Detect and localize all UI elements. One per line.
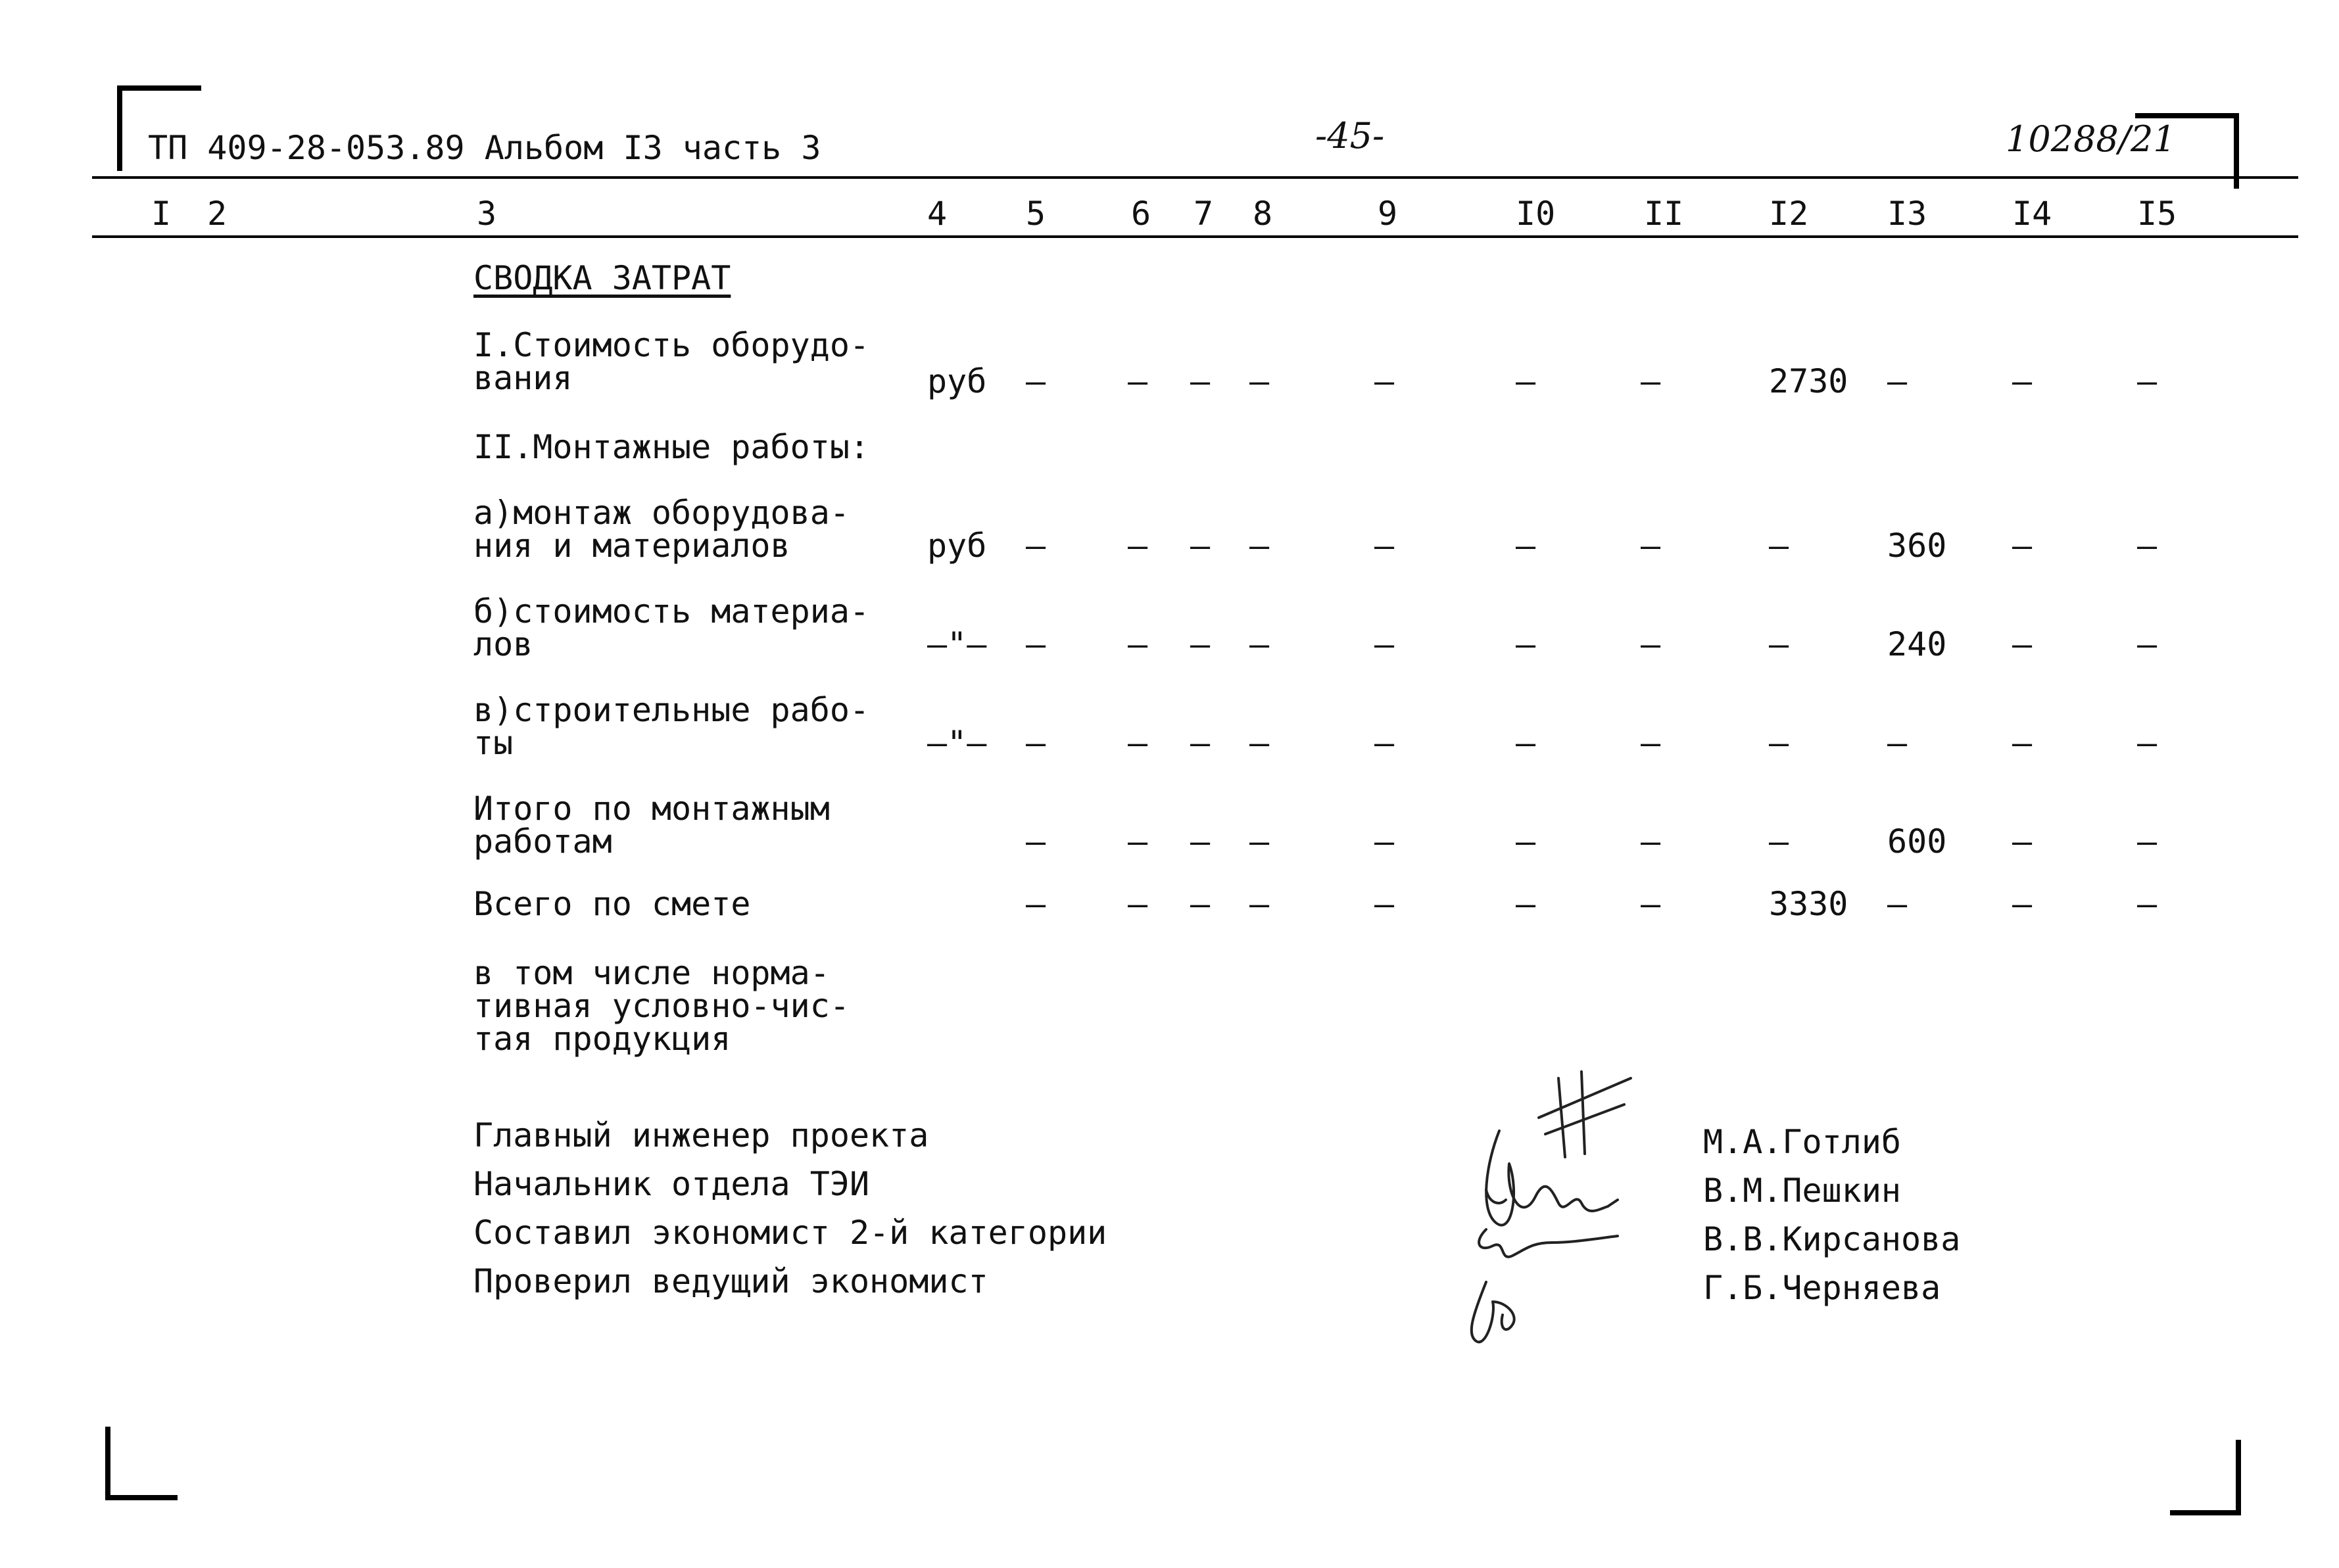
cell-c8: – — [1249, 362, 1270, 400]
cell-c10: – — [1516, 527, 1536, 565]
cell-c10: – — [1516, 885, 1536, 923]
cell-c13: – — [1887, 885, 1908, 923]
cell-c7: – — [1190, 822, 1211, 861]
cell-c15: – — [2137, 527, 2158, 565]
cell-c15: – — [2137, 885, 2158, 923]
cell-c6: – — [1128, 625, 1148, 663]
cell-c12: – — [1769, 822, 1789, 861]
column-number: I — [151, 195, 172, 233]
signatory-role: Начальник отдела ТЭИ — [473, 1165, 870, 1203]
cell-c7: – — [1190, 527, 1211, 565]
cell-c13: 600 — [1887, 822, 1947, 861]
corner-bottom-left-h — [105, 1495, 178, 1500]
row-label: а)монтаж оборудова- ния и материалов — [473, 494, 850, 565]
column-number: 3 — [477, 195, 497, 233]
cell-c10: – — [1516, 625, 1536, 663]
corner-bottom-right-v — [2236, 1440, 2241, 1515]
cell-c12: 2730 — [1769, 362, 1848, 400]
cell-c14: – — [2012, 724, 2033, 762]
cell-c6: – — [1128, 822, 1148, 861]
cell-c14: – — [2012, 885, 2033, 923]
signatory-role: Главный инженер проекта — [473, 1116, 929, 1154]
row-label: I.Стоимость оборудо- вания — [473, 326, 870, 397]
header-rule-top — [92, 176, 2298, 179]
row-unit: –"– — [927, 724, 987, 762]
cell-c9: – — [1374, 362, 1395, 400]
cell-c13: 240 — [1887, 625, 1947, 663]
cell-c12: – — [1769, 724, 1789, 762]
cell-c11: – — [1641, 885, 1661, 923]
column-number: 6 — [1131, 195, 1151, 233]
row-label: в том числе норма- тивная условно-чис- тая продукция — [473, 954, 850, 1058]
row-unit: руб — [927, 362, 987, 400]
row-label: Итого по монтажным работам — [473, 790, 830, 861]
cell-c11: – — [1641, 527, 1661, 565]
cell-c5: – — [1026, 625, 1046, 663]
cell-c6: – — [1128, 885, 1148, 923]
cell-c13: – — [1887, 724, 1908, 762]
signatory-name: М.А.Готлиб — [1703, 1123, 1902, 1161]
cell-c5: – — [1026, 362, 1046, 400]
header-rule-bottom — [92, 235, 2298, 238]
cell-c10: – — [1516, 822, 1536, 861]
row-label: Всего по смете — [473, 885, 751, 923]
row-label: II.Монтажные работы: — [473, 428, 870, 466]
cell-c12: – — [1769, 625, 1789, 663]
row-label: в)строительные рабо- ты — [473, 691, 870, 762]
row-unit: –"– — [927, 625, 987, 663]
column-number: I4 — [2012, 195, 2052, 233]
cell-c13: – — [1887, 362, 1908, 400]
cell-c15: – — [2137, 362, 2158, 400]
section-title: СВОДКА ЗАТРАТ — [473, 259, 731, 297]
column-number: 7 — [1194, 195, 1214, 233]
cell-c14: – — [2012, 625, 2033, 663]
cell-c7: – — [1190, 885, 1211, 923]
document-reference: ТП 409-28-053.89 Альбом I3 часть 3 — [148, 129, 821, 167]
column-number: I3 — [1887, 195, 1927, 233]
cell-c15: – — [2137, 724, 2158, 762]
handwritten-signatures — [1460, 1026, 1736, 1394]
cell-c9: – — [1374, 724, 1395, 762]
cell-c13: 360 — [1887, 527, 1947, 565]
signatory-name: Г.Б.Черняева — [1703, 1269, 1941, 1307]
inventory-number: 10288/21 — [2006, 118, 2176, 160]
cell-c7: – — [1190, 362, 1211, 400]
cell-c8: – — [1249, 885, 1270, 923]
cell-c12: 3330 — [1769, 885, 1848, 923]
cell-c6: – — [1128, 362, 1148, 400]
signatory-name: В.М.Пешкин — [1703, 1172, 1902, 1210]
cell-c10: – — [1516, 724, 1536, 762]
cell-c14: – — [2012, 527, 2033, 565]
cell-c7: – — [1190, 625, 1211, 663]
corner-top-left-v — [117, 85, 122, 171]
cell-c5: – — [1026, 724, 1046, 762]
signatory-role: Составил экономист 2-й категории — [473, 1214, 1107, 1252]
cell-c11: – — [1641, 724, 1661, 762]
cell-c11: – — [1641, 822, 1661, 861]
column-number: 5 — [1026, 195, 1046, 233]
column-number: I2 — [1769, 195, 1809, 233]
cell-c5: – — [1026, 527, 1046, 565]
cell-c10: – — [1516, 362, 1536, 400]
column-number: 2 — [207, 195, 228, 233]
cell-c9: – — [1374, 527, 1395, 565]
column-number: I0 — [1516, 195, 1556, 233]
corner-top-right-h — [2135, 113, 2239, 118]
cell-c15: – — [2137, 822, 2158, 861]
cell-c9: – — [1374, 822, 1395, 861]
row-unit: руб — [927, 527, 987, 565]
cell-c8: – — [1249, 625, 1270, 663]
signatory-role: Проверил ведущий экономист — [473, 1262, 988, 1300]
cell-c5: – — [1026, 885, 1046, 923]
column-number: 4 — [927, 195, 948, 233]
cell-c8: – — [1249, 527, 1270, 565]
cell-c8: – — [1249, 822, 1270, 861]
column-number: 9 — [1378, 195, 1398, 233]
signatory-name: В.В.Кирсанова — [1703, 1220, 1961, 1258]
cell-c11: – — [1641, 362, 1661, 400]
cell-c6: – — [1128, 724, 1148, 762]
cell-c15: – — [2137, 625, 2158, 663]
cell-c14: – — [2012, 822, 2033, 861]
cell-c12: – — [1769, 527, 1789, 565]
cell-c11: – — [1641, 625, 1661, 663]
cell-c8: – — [1249, 724, 1270, 762]
column-number: I5 — [2137, 195, 2177, 233]
column-number: 8 — [1253, 195, 1273, 233]
cell-c14: – — [2012, 362, 2033, 400]
cell-c9: – — [1374, 625, 1395, 663]
corner-bottom-right-h — [2170, 1510, 2241, 1515]
row-label: б)стоимость материа- лов — [473, 592, 870, 663]
cell-c5: – — [1026, 822, 1046, 861]
corner-top-left-h — [117, 85, 201, 91]
cell-c9: – — [1374, 885, 1395, 923]
cell-c6: – — [1128, 527, 1148, 565]
corner-bottom-left-v — [105, 1427, 110, 1499]
column-number: II — [1644, 195, 1684, 233]
cell-c7: – — [1190, 724, 1211, 762]
page-number: -45- — [1315, 115, 1385, 156]
